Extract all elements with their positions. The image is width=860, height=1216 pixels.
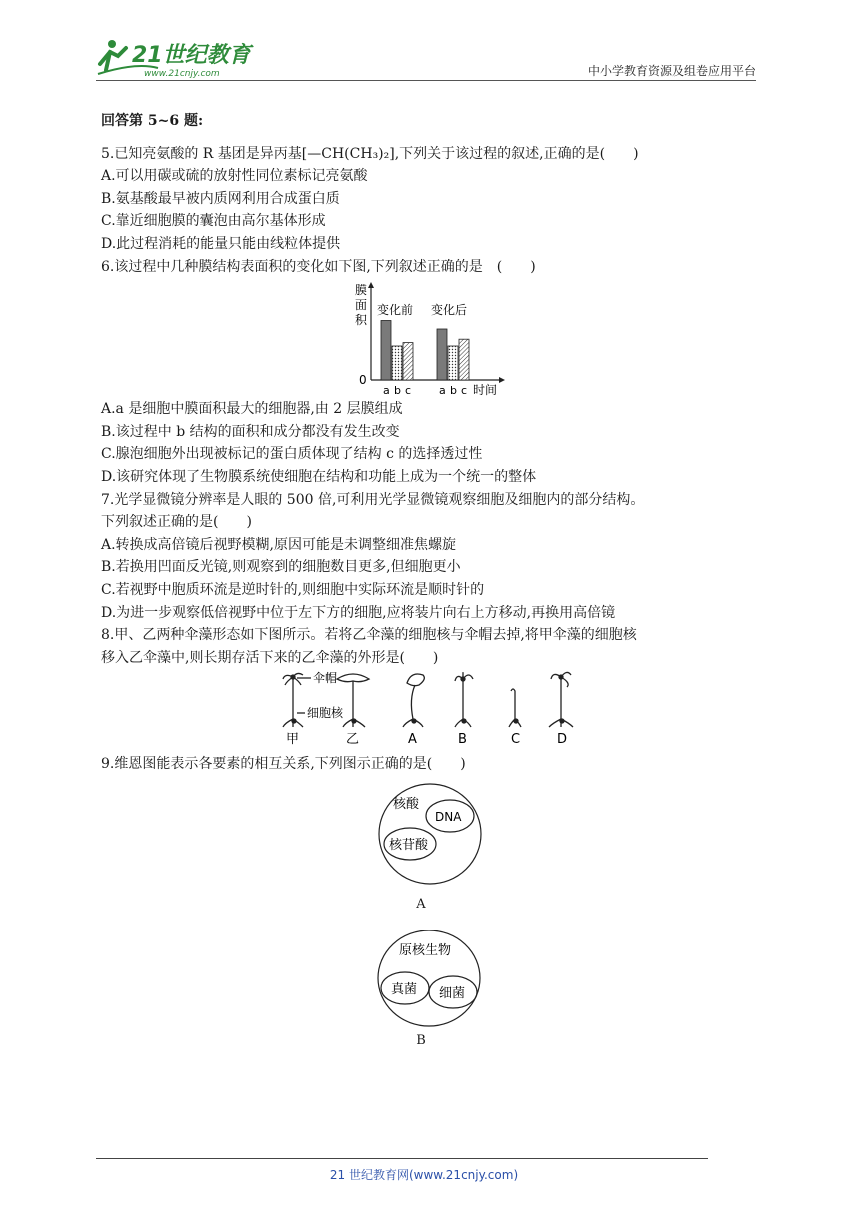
logo-url: www.21cnjy.com bbox=[144, 69, 220, 79]
q8-stem-line1: 8.甲、乙两种伞藻形态如下图所示。若将乙伞藻的细胞核与伞帽去掉,将甲伞藻的细胞核 bbox=[101, 627, 637, 644]
chart-bars bbox=[381, 321, 469, 381]
acetabularia-figure bbox=[101, 669, 761, 753]
venn-a-caption: A bbox=[416, 896, 426, 912]
question-content bbox=[101, 110, 761, 1053]
alga-option-b bbox=[455, 673, 473, 727]
q7-stem-line1: 7.光学显微镜分辨率是人眼的 500 倍,可利用光学显微镜观察细胞及细胞内的部分结构。 bbox=[101, 491, 645, 508]
q5-option-c: C.靠近细胞膜的囊泡由高尔基体形成 bbox=[101, 213, 326, 230]
bar-b-after bbox=[448, 346, 458, 380]
q7-option-c: C.若视野中胞质环流是逆时针的,则细胞中实际环流是顺时针的 bbox=[101, 581, 485, 598]
membrane-area-chart bbox=[101, 278, 761, 398]
label-c: C bbox=[511, 732, 521, 748]
bar-label-a1: a bbox=[383, 384, 390, 398]
q7-option-a: A.转换成高倍镜后视野模糊,原因可能是未调整细准焦螺旋 bbox=[101, 536, 457, 553]
q8-stem-line2: 移入乙伞藻中,则长期存活下来的乙伞藻的外形是( ) bbox=[101, 649, 439, 666]
intro-text: 回答第 5~6 题: bbox=[101, 113, 204, 129]
venn-b-inner2-label: 细菌 bbox=[439, 986, 466, 1002]
q7-option-b: B.若换用凹面反光镜,则观察到的细胞数目更多,但细胞更小 bbox=[101, 559, 461, 576]
footer-text: 21 世纪教育网(www.21cnjy.com) bbox=[329, 1168, 519, 1182]
header-divider bbox=[96, 80, 756, 81]
site-logo bbox=[96, 34, 266, 80]
label-jia: 甲 bbox=[286, 732, 300, 748]
label-a: A bbox=[408, 732, 417, 748]
bar-c-after bbox=[459, 339, 469, 380]
q6-stem: 6.该过程中几种膜结构表面积的变化如下图,下列叙述正确的是 ( ) bbox=[101, 258, 536, 275]
bar-b-before bbox=[392, 346, 402, 380]
bar-label-c2: c bbox=[461, 384, 468, 398]
q7-stem-line2: 下列叙述正确的是( ) bbox=[101, 514, 252, 531]
q5-option-b: B.氨基酸最早被内质网利用合成蛋白质 bbox=[101, 190, 340, 207]
label-yi: 乙 bbox=[346, 732, 360, 748]
q6-option-a: A.a 是细胞中膜面积最大的细胞器,由 2 层膜组成 bbox=[101, 401, 403, 418]
chart-origin: 0 bbox=[359, 373, 367, 388]
chart-ylabel-3: 积 bbox=[355, 313, 368, 328]
q6-option-c: C.腺泡细胞外出现被标记的蛋白质体现了结构 c 的选择透过性 bbox=[101, 446, 483, 463]
venn-b-outer-label: 原核生物 bbox=[399, 943, 452, 959]
q5-option-d: D.此过程消耗的能量只能由线粒体提供 bbox=[101, 235, 341, 252]
bar-label-a2: a bbox=[439, 384, 446, 398]
chart-xlabel: 时间 bbox=[473, 383, 498, 398]
chart-ylabel-1: 膜 bbox=[355, 283, 368, 298]
venn-a-outer-label: 核酸 bbox=[393, 796, 420, 812]
group-label-after: 变化后 bbox=[431, 303, 468, 318]
alga-option-d bbox=[549, 673, 573, 728]
bar-a-after bbox=[437, 329, 447, 380]
alga-option-c bbox=[509, 689, 521, 727]
alga-jia bbox=[283, 674, 303, 728]
bar-a-before bbox=[381, 321, 391, 381]
bar-label-c1: c bbox=[405, 384, 412, 398]
venn-diagram-b bbox=[101, 930, 761, 1030]
label-cap: 伞帽 bbox=[313, 671, 338, 686]
footer-divider bbox=[96, 1158, 708, 1159]
header-slogan: 中小学教育资源及组卷应用平台 bbox=[587, 64, 756, 78]
label-b: B bbox=[458, 732, 467, 748]
q5-stem: 5.已知亮氨酸的 R 基团是异丙基[—CH(CH₃)₂],下列关于该过程的叙述,正确的是( ) bbox=[101, 145, 639, 162]
q7-option-d: D.为进一步观察低倍视野中位于左下方的细胞,应将装片向右上方移动,再换用高倍镜 bbox=[101, 604, 616, 621]
venn-b-caption: B bbox=[416, 1033, 426, 1049]
bar-c-before bbox=[403, 343, 413, 380]
label-nucleus: 细胞核 bbox=[307, 706, 344, 721]
q6-option-d: D.该研究体现了生物膜系统使细胞在结构和功能上成为一个统一的整体 bbox=[101, 468, 537, 485]
chart-ylabel-2: 面 bbox=[355, 298, 368, 313]
alga-option-a bbox=[403, 674, 424, 727]
bar-label-b1: b bbox=[394, 384, 401, 398]
bar-label-b2: b bbox=[450, 384, 457, 398]
label-d: D bbox=[557, 732, 568, 748]
venn-a-inner2-label: 核苷酸 bbox=[389, 837, 429, 853]
logo-text: 21世纪教育 bbox=[132, 43, 251, 68]
venn-a-inner1-label: DNA bbox=[435, 809, 462, 824]
venn-b-inner1-label: 真菌 bbox=[391, 982, 418, 998]
group-label-before: 变化前 bbox=[377, 303, 414, 318]
q9-stem: 9.维恩图能表示各要素的相互关系,下列图示正确的是( ) bbox=[101, 756, 466, 773]
q5-option-a: A.可以用碳或硫的放射性同位素标记亮氨酸 bbox=[101, 168, 368, 185]
venn-diagram-a bbox=[101, 782, 761, 894]
q6-option-b: B.该过程中 b 结构的面积和成分都没有发生改变 bbox=[101, 423, 400, 440]
